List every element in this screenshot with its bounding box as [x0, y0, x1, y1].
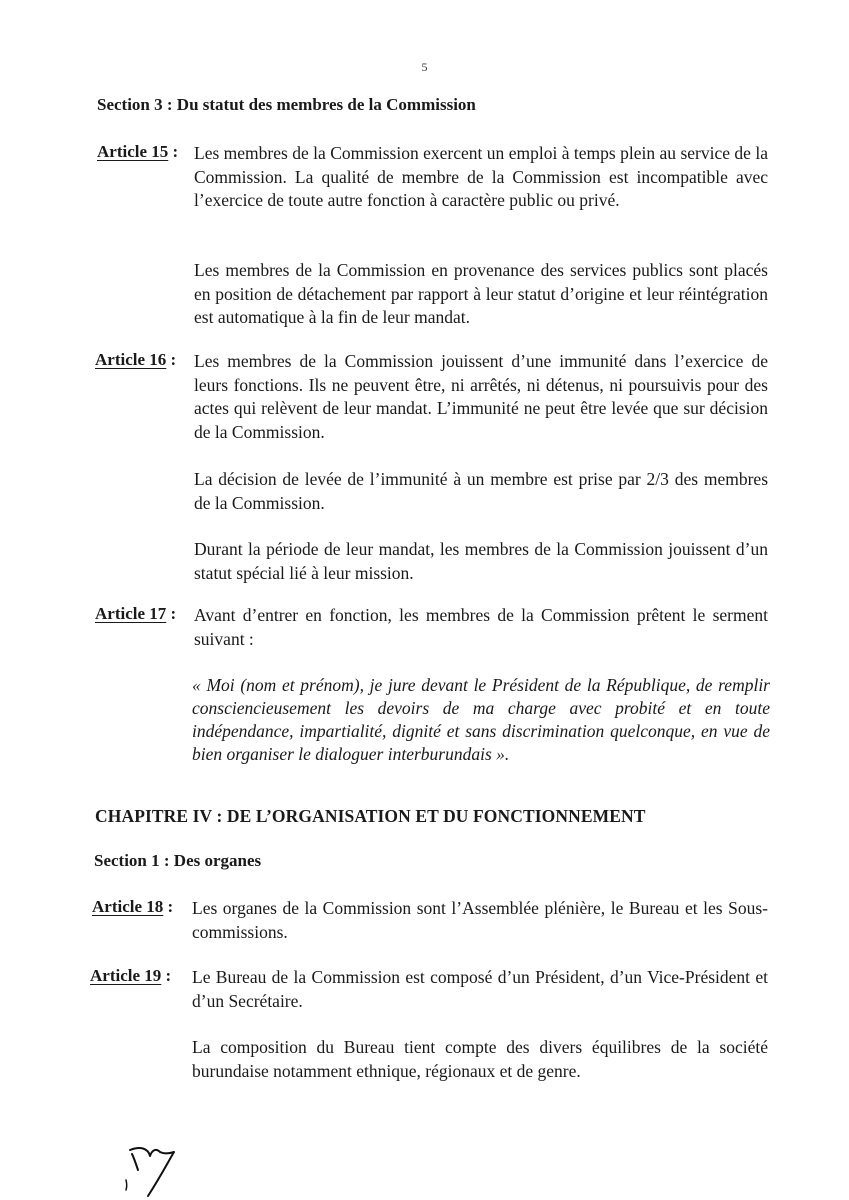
article-19-paragraph-2: La composition du Bureau tient compte des divers équilibres de la société burundaise notamment ethnique, régionaux et de genre.	[192, 1037, 768, 1081]
article-17-label	[95, 604, 176, 624]
article-19-number: Article 19	[90, 966, 162, 985]
article-17-separator: :	[166, 604, 177, 623]
article-15-number: Article 15	[97, 142, 169, 161]
article-18-number: Article 18	[92, 897, 164, 916]
article-19-paragraph-1: Le Bureau de la Commission est composé d’un Président, d’un Vice-Président et d’un Secrétaire.	[192, 967, 768, 1011]
article-15-separator: :	[168, 142, 179, 161]
chapter-4-heading: CHAPITRE IV : DE L’ORGANISATION ET DU FONCTIONNEMENT	[95, 806, 646, 826]
section-1-heading: Section 1 : Des organes	[94, 851, 262, 870]
page-number: 5	[421, 60, 428, 74]
handwritten-initials	[122, 1140, 182, 1198]
article-18-label	[92, 897, 173, 917]
article-16-number: Article 16	[95, 350, 167, 369]
article-16-paragraph-1: Les membres de la Commission jouissent d’une immunité dans l’exercice de leurs fonctions. Ils ne peuvent être, ni arrêtés, ni détenus, ni poursuivis pour des actes qui relèvent de leur mandat. L’immunité ne peut être levée que sur décision de la Commission.	[194, 351, 768, 442]
article-17-number: Article 17	[95, 604, 167, 623]
article-16-label	[95, 350, 176, 370]
article-16-separator: :	[166, 350, 177, 369]
article-16-paragraph-3: Durant la période de leur mandat, les membres de la Commission jouissent d’un statut spécial lié à leur mission.	[194, 539, 768, 583]
article-18-separator: :	[163, 897, 174, 916]
article-19-label	[90, 966, 171, 986]
article-15-paragraph-2: Les membres de la Commission en provenance des services publics sont placés en position de détachement par rapport à leur statut d’origine et leur réintégration est automatique à la fin de leur mandat.	[194, 260, 768, 327]
article-15-paragraph-1: Les membres de la Commission exercent un emploi à temps plein au service de la Commission. La qualité de membre de la Commission est incompatible avec l’exercice de toute autre fonction à caractère public ou privé.	[194, 143, 768, 210]
article-17-paragraph-1: Avant d’entrer en fonction, les membres de la Commission prêtent le serment suivant :	[194, 605, 768, 649]
article-16-paragraph-2: La décision de levée de l’immunité à un membre est prise par 2/3 des membres de la Commission.	[194, 469, 768, 513]
article-19-separator: :	[161, 966, 172, 985]
section-3-heading: Section 3 : Du statut des membres de la Commission	[97, 95, 476, 114]
article-15-label	[97, 142, 178, 162]
article-17-oath: « Moi (nom et prénom), je jure devant le Président de la République, de remplir consciencieusement les devoirs de ma charge avec probité et en toute indépendance, impartialité, dignité et sans discrimination quelconque, en vue de bien organiser le dialoguer interburundais ».	[192, 675, 770, 764]
article-18-paragraph-1: Les organes de la Commission sont l’Assemblée plénière, le Bureau et les Sous-commissions.	[192, 898, 768, 942]
